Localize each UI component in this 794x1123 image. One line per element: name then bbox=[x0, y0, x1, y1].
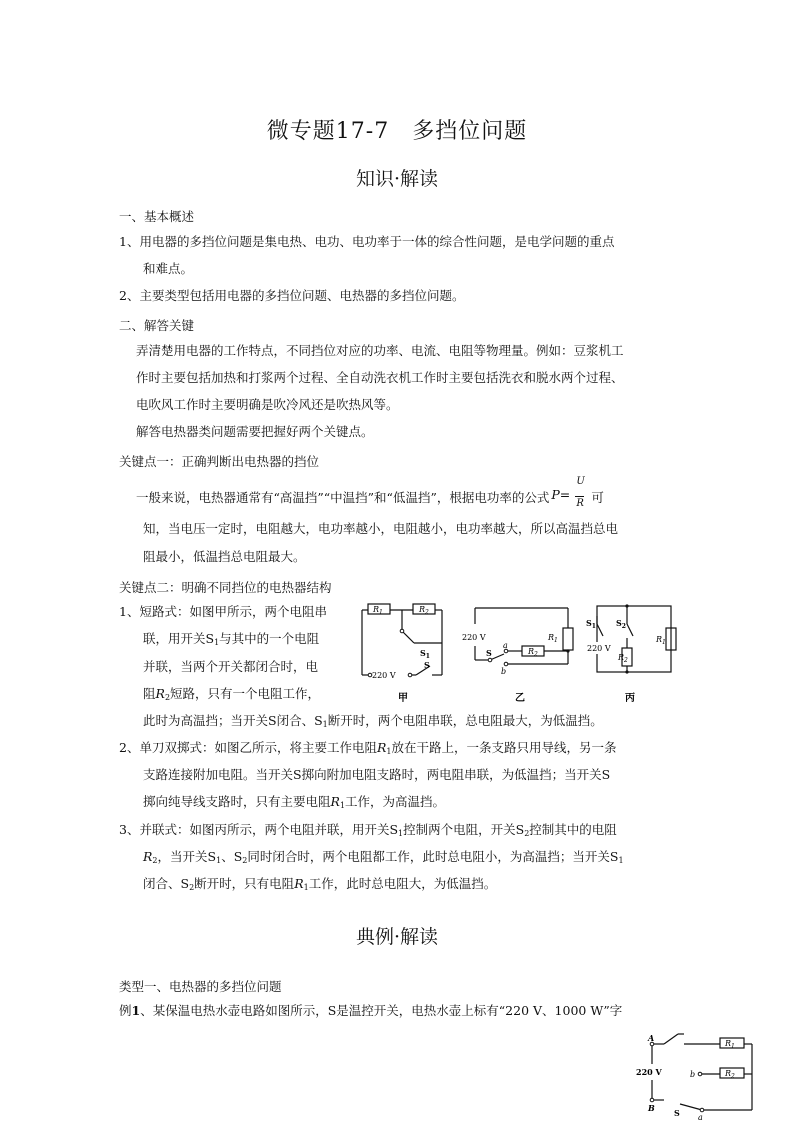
bing-junction-top bbox=[625, 604, 628, 607]
series-line3: 并联，当两个开关都闭合时，电 bbox=[143, 659, 319, 674]
knife-line3-b: 工作，为高温挡。 bbox=[345, 794, 446, 809]
yi-switch-pivot bbox=[488, 658, 492, 662]
example-a-label: a bbox=[698, 1113, 703, 1120]
circuit-figure-bing bbox=[585, 598, 685, 708]
bing-junction-bottom bbox=[625, 670, 628, 673]
point1-line1-end: 可 bbox=[591, 490, 604, 505]
terminal-right bbox=[408, 673, 412, 677]
example-contact-b bbox=[698, 1072, 702, 1076]
parallel-line1-c: 控制其中的电阻 bbox=[529, 822, 617, 837]
parallel-line2-s2: 2 bbox=[242, 856, 248, 865]
parallel-line3-R: R bbox=[294, 876, 304, 891]
example-number: 1 bbox=[131, 1003, 141, 1018]
jia-s-label: S bbox=[424, 660, 430, 670]
heading-basic-overview: 一、基本概述 bbox=[119, 209, 195, 224]
knife-line1-b: 放在干路上，一条支路只用导线，另一条 bbox=[391, 740, 617, 755]
formula-lhs: P= bbox=[551, 487, 571, 502]
knife-line1 bbox=[119, 741, 617, 759]
point1-line1-text: 一般来说，电热器通常有“高温挡”“中温挡”和“低温挡”，根据电功率的公式 bbox=[136, 490, 550, 505]
parallel-line1-a: 3、并联式：如图丙所示，两个电阻并联，用开关S bbox=[119, 822, 399, 837]
example-terminal-B bbox=[650, 1098, 654, 1102]
bing-s1-label: $S_1$ bbox=[586, 618, 596, 630]
yi-a-label: a bbox=[503, 641, 508, 650]
parallel-line2-c: 同时闭合时，两个电阻都工作，此时总电阻小，为高温挡；当开关S bbox=[247, 849, 619, 864]
parallel-line2-b: 、S bbox=[221, 849, 243, 864]
circuit-figure-example bbox=[630, 1030, 770, 1120]
example-A-label: A bbox=[648, 1033, 655, 1043]
example-text: 、某保温电热水壶电路如图所示，S是温控开关，电热水壶上标有“220 V、1000 W”字 bbox=[140, 1003, 623, 1018]
point1-line2: 知，当电压一定时，电阻越大，电功率越小，电阻越小，电功率越大，所以高温挡总电 bbox=[143, 521, 619, 536]
yi-r1-label: $R_1$ bbox=[548, 633, 558, 644]
bing-r1-label: $R_1$ bbox=[656, 635, 666, 646]
knife-line3-R: R bbox=[330, 794, 340, 809]
parallel-line2-a: ，当开关S bbox=[157, 849, 217, 864]
series-line5 bbox=[143, 714, 603, 732]
knife-line3-a: 掷向纯导线支路时，只有主要电阻 bbox=[143, 794, 331, 809]
circuit-figure-yi bbox=[460, 598, 580, 708]
bing-s2-label: $S_2$ bbox=[616, 618, 626, 630]
parallel-line3-c: 工作，此时总电阻大，为低温挡。 bbox=[308, 876, 497, 891]
series-line4-R: R bbox=[155, 686, 165, 701]
jia-r1-label: $R_1$ bbox=[373, 605, 383, 616]
parallel-line2 bbox=[143, 850, 624, 868]
series-line2-b: 与其中的一个电阻 bbox=[219, 631, 320, 646]
parallel-line3-Rsub: 1 bbox=[303, 883, 309, 892]
parallel-line1-sub2: 2 bbox=[524, 829, 530, 838]
example-1-line bbox=[119, 1004, 622, 1018]
jia-voltage-label: 220 V bbox=[372, 671, 396, 680]
jia-s1-label: $S_1$ bbox=[420, 648, 430, 660]
parallel-line3 bbox=[143, 877, 496, 895]
bing-voltage-label: 220 V bbox=[587, 644, 611, 653]
jia-figure-label: 甲 bbox=[398, 693, 408, 704]
series-line5-b: 断开时，两个电阻串联，总电阻最大，为低温挡。 bbox=[327, 713, 603, 728]
switch-contact bbox=[400, 629, 404, 633]
heading-type-one: 类型一、电热器的多挡位问题 bbox=[119, 979, 282, 994]
parallel-line2-Rsub: 2 bbox=[152, 856, 158, 865]
series-line4 bbox=[143, 687, 320, 705]
formula-denominator: R bbox=[576, 498, 584, 509]
formula-numerator: U bbox=[576, 476, 585, 487]
parallel-line3-s2: 2 bbox=[189, 883, 195, 892]
key-paragraph-2: 解答电热器类问题需要把握好两个关键点。 bbox=[136, 424, 374, 439]
point1-line3: 阻最小，低温挡总电阻最大。 bbox=[143, 549, 306, 564]
example-label: 例 bbox=[119, 1003, 132, 1018]
series-line4-b: 短路，只有一个电阻工作， bbox=[170, 686, 321, 701]
knife-line2: 支路连接附加电阻。当开关S掷向附加电阻支路时，两电阻串联，为低温挡；当开关S bbox=[143, 767, 611, 782]
key-paragraph-line1: 弄清楚用电器的工作特点，不同挡位对应的功率、电流、电阻等物理量。例如：豆浆机工 bbox=[136, 343, 624, 358]
yi-contact-b bbox=[504, 662, 508, 666]
overview-paragraph-2: 2、主要类型包括用电器的多挡位问题、电热器的多挡位问题。 bbox=[119, 288, 465, 303]
example-B-label: B bbox=[648, 1103, 655, 1113]
point1-line1 bbox=[136, 476, 604, 509]
example-r1-label: $R_1$ bbox=[725, 1039, 735, 1050]
parallel-line3-b: 断开时，只有电阻 bbox=[194, 876, 295, 891]
overview-paragraph-1: 1、用电器的多挡位问题是集电热、电功、电功率于一体的综合性问题，是电学问题的重点 bbox=[119, 234, 615, 249]
knife-line1-a: 2、单刀双掷式：如图乙所示，将主要工作电阻 bbox=[119, 740, 377, 755]
series-line2-sub: 1 bbox=[214, 638, 220, 647]
knife-line3-sub: 1 bbox=[339, 801, 346, 810]
bing-figure-label: 丙 bbox=[625, 693, 635, 704]
yi-r2-label: $R_2$ bbox=[528, 647, 538, 658]
heading-key-point-two: 关键点二：明确不同挡位的电热器结构 bbox=[119, 580, 332, 595]
parallel-line1-b: 控制两个电阻，开关S bbox=[403, 822, 525, 837]
parallel-line3-a: 闭合、S bbox=[143, 876, 190, 891]
series-line1: 1、短路式：如图甲所示，两个电阻串 bbox=[119, 604, 327, 619]
knife-line1-R: R bbox=[376, 740, 387, 755]
circuit-figure-jia bbox=[350, 598, 455, 708]
series-line2-a: 联，用开关S bbox=[143, 631, 215, 646]
yi-figure-label: 乙 bbox=[515, 693, 525, 704]
jia-r2-label: $R_2$ bbox=[419, 605, 429, 616]
parallel-line1 bbox=[119, 823, 617, 841]
bing-r2-label: $R_2$ bbox=[618, 653, 628, 664]
parallel-line1-sub1: 1 bbox=[398, 829, 404, 838]
heading-key-points: 二、解答关键 bbox=[119, 318, 195, 333]
series-line4-sub: 2 bbox=[164, 693, 171, 702]
key-paragraph-line3: 电吹风工作时主要明确是吹冷风还是吹热风等。 bbox=[136, 397, 399, 412]
key-paragraph-line2: 作时主要包括加热和打浆两个过程、全自动洗衣机工作时主要包括洗衣和脱水两个过程、 bbox=[136, 370, 624, 385]
example-r2-label: $R_2$ bbox=[725, 1069, 735, 1080]
yi-b-label: b bbox=[501, 667, 507, 676]
example-contact-a bbox=[700, 1108, 704, 1112]
series-line2 bbox=[143, 632, 319, 650]
power-formula bbox=[549, 476, 591, 509]
example-s-label: S bbox=[674, 1108, 680, 1118]
series-line5-sub: 1 bbox=[322, 720, 328, 729]
knife-line3 bbox=[143, 795, 445, 813]
series-line4-a: 阻 bbox=[143, 686, 156, 701]
parallel-line2-R: R bbox=[143, 849, 153, 864]
series-line5-a: 此时为高温挡；当开关S闭合、S bbox=[143, 713, 323, 728]
parallel-line2-s3: 1 bbox=[618, 856, 624, 865]
yi-voltage-label: 220 V bbox=[462, 633, 486, 642]
page-title: 微专题17-7 多挡位问题 bbox=[266, 119, 528, 144]
parallel-line2-s1: 1 bbox=[216, 856, 222, 865]
yi-junction bbox=[566, 649, 569, 652]
yi-s-label: S bbox=[486, 648, 492, 658]
heading-key-point-one: 关键点一：正确判断出电热器的挡位 bbox=[119, 454, 320, 469]
overview-paragraph-1-cont: 和难点。 bbox=[143, 261, 194, 276]
section-heading-knowledge: 知识·解读 bbox=[355, 168, 439, 190]
knife-line1-sub: 1 bbox=[386, 747, 392, 756]
example-voltage-label: 220 V bbox=[636, 1067, 662, 1077]
example-b-label: b bbox=[690, 1070, 696, 1079]
section-heading-examples: 典例·解读 bbox=[355, 926, 439, 948]
